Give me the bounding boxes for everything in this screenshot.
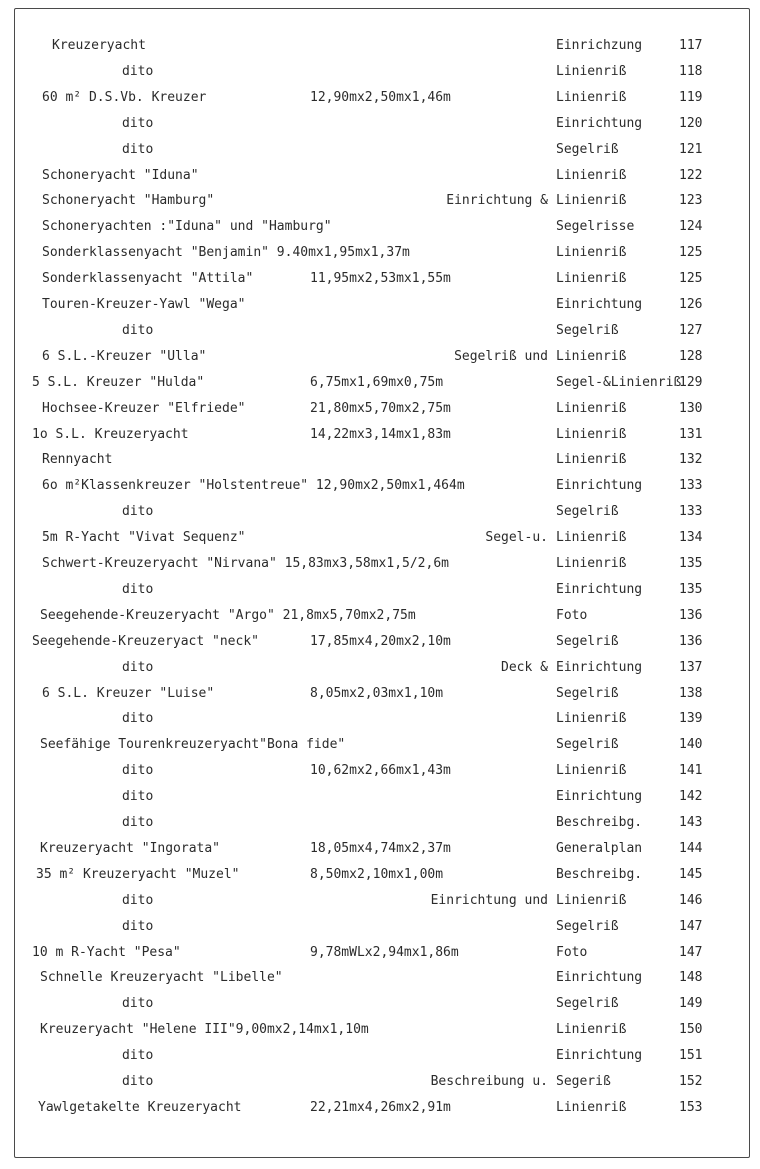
list-item (0, 836, 760, 862)
entry-name: 6 S.L. Kreuzer "Luise" (42, 685, 215, 701)
entry-drawing-type: Linienriß (556, 556, 627, 571)
entry-number: 126 (679, 297, 703, 312)
list-item (0, 59, 760, 85)
entry-drawing-type: Linienriß (556, 400, 627, 416)
entry-dimensions: 22,21mx4,26mx2,91m (310, 1099, 451, 1115)
entry-dimensions: 9,78mWLx2,94mx1,86m (310, 944, 459, 960)
list-item (0, 914, 760, 940)
entry-number: 122 (679, 167, 703, 183)
entry-name: dito (122, 1048, 154, 1064)
entry-number: 144 (679, 840, 703, 856)
entry-drawing-type: Segelriß (556, 918, 619, 934)
list-item (0, 862, 760, 888)
entry-drawing-type: Linienriß (556, 1022, 627, 1038)
entry-drawing-type: Segelriß (556, 996, 619, 1012)
entry-drawing-type: Einrichtung (556, 478, 643, 494)
list-item (0, 292, 760, 318)
entry-number: 145 (679, 866, 703, 882)
entry-number: 137 (679, 659, 703, 675)
list-item (0, 888, 760, 914)
entry-drawing-type: Linienriß (556, 452, 627, 468)
entry-name: Sonderklassenyacht "Attila" (42, 271, 254, 287)
list-item (0, 577, 760, 603)
entry-drawing-type: Einrichtung (556, 297, 643, 312)
entry-name: 60 m² D.S.Vb. Kreuzer (42, 89, 207, 105)
entry-name: dito (122, 996, 154, 1012)
entry-number: 134 (679, 530, 703, 546)
entry-drawing-type: Einrichtung (556, 581, 643, 597)
entry-number: 131 (679, 426, 703, 442)
entry-name: dito (122, 711, 154, 727)
entry-number: 133 (679, 504, 703, 520)
entry-name: dito (122, 63, 154, 79)
entry-name: dito (122, 581, 154, 597)
entry-number: 140 (679, 737, 703, 753)
entry-drawing-type: Linienriß (556, 530, 627, 546)
list-item (0, 422, 760, 448)
list-item (0, 396, 760, 422)
entry-number: 142 (679, 789, 703, 805)
entry-drawing-type: Linienriß (556, 245, 627, 261)
entry-number: 117 (679, 38, 703, 53)
entry-number: 151 (679, 1048, 703, 1064)
entry-number: 147 (679, 944, 703, 960)
list-item (0, 240, 760, 266)
entry-dimensions: 17,85mx4,20mx2,10m (310, 633, 451, 649)
entry-number: 125 (679, 271, 703, 287)
list-item (0, 33, 760, 59)
list-item (0, 85, 760, 111)
entry-name: Seegehende-Kreuzeryacht "Argo" 21,8mx5,70mx2,75m (40, 607, 416, 623)
entry-dimensions: 8,05mx2,03mx1,10m (310, 685, 444, 701)
entry-number: 150 (679, 1022, 703, 1038)
entry-drawing-type: Segelriß (556, 322, 619, 338)
entry-note: Einrichtung und (430, 892, 548, 908)
entry-name: dito (122, 504, 154, 520)
entry-drawing-type: Segelrisse (556, 219, 635, 235)
entry-drawing-type: Linienriß (556, 167, 627, 183)
list-item (0, 318, 760, 344)
list-item (0, 188, 760, 214)
entry-name: dito (122, 322, 154, 338)
entry-number: 128 (679, 348, 703, 364)
entry-note: Segel-u. (485, 530, 548, 546)
entry-number: 119 (679, 89, 703, 105)
entry-drawing-type: Beschreibg. (556, 815, 643, 830)
entry-drawing-type: Segelriß (556, 633, 619, 649)
entry-name: 1o S.L. Kreuzeryacht (32, 426, 189, 442)
entry-drawing-type: Beschreibg. (556, 866, 643, 882)
entry-number: 147 (679, 918, 703, 934)
entry-drawing-type: Linienriß (556, 1099, 627, 1115)
list-item (0, 681, 760, 707)
entry-drawing-type: Einrichtung (556, 115, 643, 131)
entry-name: dito (122, 789, 154, 805)
entry-name: 10 m R-Yacht "Pesa" (32, 944, 181, 960)
list-item (0, 370, 760, 396)
list-item (0, 706, 760, 732)
entry-number: 125 (679, 245, 703, 261)
entry-drawing-type: Segel-&Linienriß (556, 374, 682, 390)
entry-dimensions: 10,62mx2,66mx1,43m (310, 763, 451, 779)
list-item (0, 810, 760, 836)
entry-number: 127 (679, 322, 703, 338)
entry-drawing-type: Einrichtung (556, 970, 643, 986)
list-item (0, 965, 760, 991)
list-item (0, 784, 760, 810)
entry-drawing-type: Linienriß (556, 426, 627, 442)
entry-name: Seefähige Tourenkreuzeryacht"Bona fide" (40, 737, 346, 753)
list-item (0, 991, 760, 1017)
entry-drawing-type: Linienriß (556, 89, 627, 105)
entry-name: dito (122, 659, 154, 675)
entry-drawing-type: Segeriß (556, 1074, 611, 1089)
entry-number: 132 (679, 452, 703, 468)
entry-name: dito (122, 763, 154, 779)
entry-name: Kreuzeryacht "Helene III"9,00mx2,14mx1,10m (40, 1022, 369, 1038)
list-item (0, 499, 760, 525)
entry-name: Hochsee-Kreuzer "Elfriede" (42, 400, 246, 416)
list-item (0, 1095, 760, 1121)
entry-name: 6 S.L.-Kreuzer "Ulla" (42, 348, 207, 364)
list-item (0, 473, 760, 499)
entry-number: 118 (679, 63, 703, 79)
entry-number: 152 (679, 1074, 703, 1089)
entry-name: 5 S.L. Kreuzer "Hulda" (32, 374, 205, 390)
entry-name: dito (122, 892, 154, 908)
entry-dimensions: 14,22mx3,14mx1,83m (310, 426, 451, 442)
list-item (0, 940, 760, 966)
entry-number: 120 (679, 115, 703, 131)
entry-number: 121 (679, 141, 703, 157)
entry-note: Segelriß und (454, 348, 548, 364)
list-item (0, 629, 760, 655)
entry-name: Kreuzeryacht "Ingorata" (40, 840, 221, 856)
entry-drawing-type: Foto (556, 944, 588, 960)
entry-drawing-type: Segelriß (556, 504, 619, 520)
list-item (0, 137, 760, 163)
entry-number: 135 (679, 581, 703, 597)
list-item (0, 758, 760, 784)
entry-drawing-type: Einrichtung (556, 659, 643, 675)
entry-name: dito (122, 115, 154, 131)
entry-note: Einrichtung & (446, 193, 548, 209)
entry-name: Schnelle Kreuzeryacht "Libelle" (40, 970, 283, 986)
entry-drawing-type: Linienriß (556, 271, 627, 287)
entry-dimensions: 18,05mx4,74mx2,37m (310, 840, 451, 856)
entry-drawing-type: Segelriß (556, 737, 619, 753)
list-item (0, 163, 760, 189)
entry-name: dito (122, 918, 154, 934)
entry-name: Touren-Kreuzer-Yawl "Wega" (42, 297, 246, 312)
entry-drawing-type: Generalplan (556, 840, 643, 856)
entry-number: 153 (679, 1099, 703, 1115)
entry-name: Yawlgetakelte Kreuzeryacht (38, 1099, 242, 1115)
entry-drawing-type: Linienriß (556, 63, 627, 79)
entry-dimensions: 8,50mx2,10mx1,00m (310, 866, 444, 882)
entry-number: 136 (679, 633, 703, 649)
list-item (0, 214, 760, 240)
entry-dimensions: 21,80mx5,70mx2,75m (310, 400, 451, 416)
list-item (0, 551, 760, 577)
entry-name: Seegehende-Kreuzeryact "neck" (32, 633, 259, 649)
entry-number: 124 (679, 219, 703, 235)
entry-name: Rennyacht (42, 452, 113, 468)
entry-name: Sonderklassenyacht "Benjamin" 9.40mx1,95mx1,37m (42, 245, 410, 261)
entry-number: 149 (679, 996, 703, 1012)
list-item (0, 266, 760, 292)
list-item (0, 1017, 760, 1043)
entry-name: 6o m²Klassenkreuzer "Holstentreue" 12,90mx2,50mx1,464m (42, 478, 465, 494)
entry-number: 133 (679, 478, 703, 494)
entry-drawing-type: Linienriß (556, 763, 627, 779)
entry-drawing-type: Linienriß (556, 348, 627, 364)
entry-number: 136 (679, 607, 703, 623)
list-item (0, 344, 760, 370)
entry-name: dito (122, 1074, 154, 1089)
list-item (0, 655, 760, 681)
entry-note: Beschreibung u. (430, 1074, 548, 1089)
list-item (0, 732, 760, 758)
entry-dimensions: 6,75mx1,69mx0,75m (310, 374, 444, 390)
list-item (0, 603, 760, 629)
entry-drawing-type: Einrichtung (556, 789, 643, 805)
entry-drawing-type: Foto (556, 607, 588, 623)
entry-number: 143 (679, 815, 703, 830)
entry-number: 123 (679, 193, 703, 209)
entry-drawing-type: Einrichzung (556, 38, 643, 53)
entry-drawing-type: Linienriß (556, 711, 627, 727)
entry-dimensions: 12,90mx2,50mx1,46m (310, 89, 451, 105)
entry-drawing-type: Linienriß (556, 892, 627, 908)
entry-number: 129 (679, 374, 703, 390)
entry-name: Schwert-Kreuzeryacht "Nirvana" 15,83mx3,58mx1,5/2,6m (42, 556, 449, 571)
list-item (0, 1069, 760, 1095)
entry-note: Deck & (501, 659, 548, 675)
entry-number: 148 (679, 970, 703, 986)
entry-number: 141 (679, 763, 703, 779)
list-item (0, 1043, 760, 1069)
entry-number: 135 (679, 556, 703, 571)
entry-name: dito (122, 815, 154, 830)
entry-dimensions: 11,95mx2,53mx1,55m (310, 271, 451, 287)
entry-name: Schoneryacht "Hamburg" (42, 193, 215, 209)
entry-name: dito (122, 141, 154, 157)
entry-number: 146 (679, 892, 703, 908)
entry-number: 138 (679, 685, 703, 701)
list-item (0, 111, 760, 137)
entry-number: 139 (679, 711, 703, 727)
entry-drawing-type: Segelriß (556, 141, 619, 157)
entry-name: Schoneryacht "Iduna" (42, 167, 199, 183)
entry-number: 130 (679, 400, 703, 416)
entry-name: Kreuzeryacht (52, 38, 146, 53)
list-item (0, 525, 760, 551)
list-item (0, 447, 760, 473)
entry-name: Schoneryachten :"Iduna" und "Hamburg" (42, 219, 332, 235)
entry-drawing-type: Segelriß (556, 685, 619, 701)
entry-drawing-type: Linienriß (556, 193, 627, 209)
entry-drawing-type: Einrichtung (556, 1048, 643, 1064)
entry-name: 35 m² Kreuzeryacht "Muzel" (36, 866, 240, 882)
entry-name: 5m R-Yacht "Vivat Sequenz" (42, 530, 246, 546)
